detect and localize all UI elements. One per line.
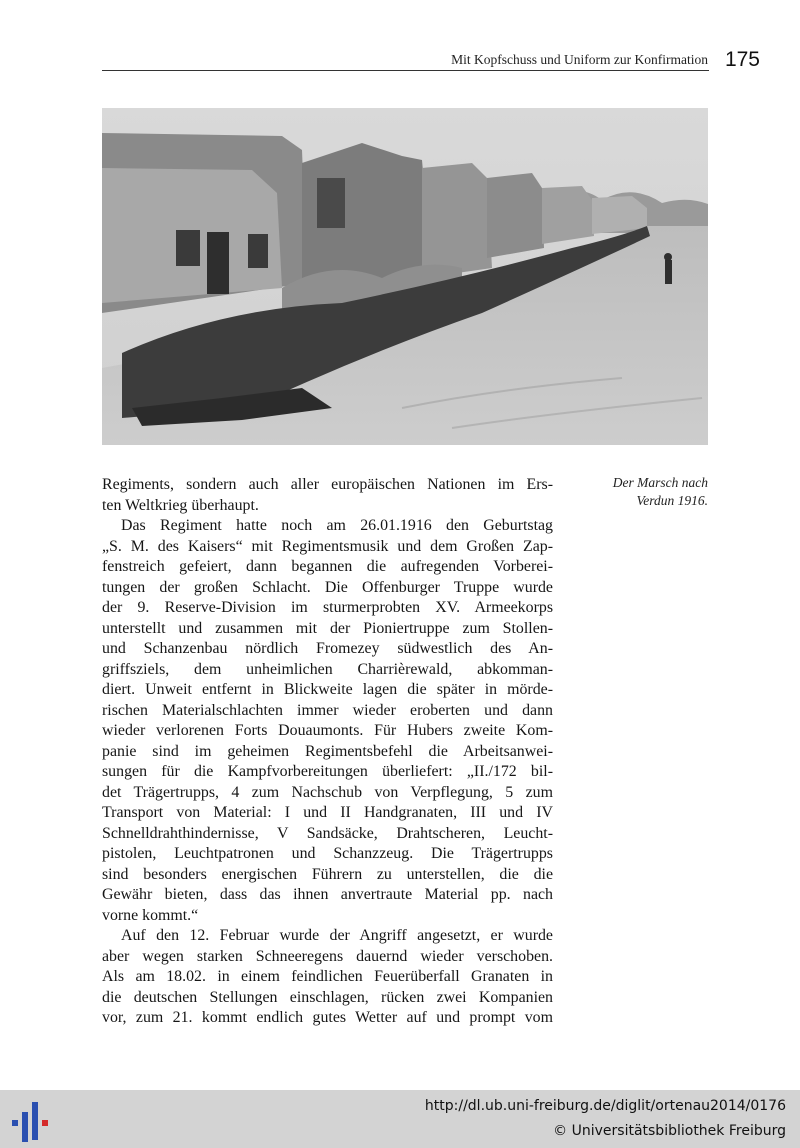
text-line: sind besonders energischen Führern zu unterstellen, die die: [102, 865, 553, 883]
text-line: vorne kommt.“: [102, 906, 199, 924]
text-line: aber wegen starken Schneeregens dauernd wieder verschoben.: [102, 947, 553, 965]
text-line: vor, zum 21. kommt endlich gutes Wetter auf und prompt vom: [102, 1009, 553, 1026]
footer-copyright: © Universitätsbibliothek Freiburg: [553, 1123, 786, 1139]
text-line: panie sind im geheimen Regimentsbefehl die Arbeitsanwei-: [102, 742, 553, 760]
text-line: Transport von Material: I und II Handgranaten, III und IV: [102, 804, 553, 821]
text-line: pistolen, Leuchtpatronen und Schanzzeug. Die Trägertrupps: [102, 845, 553, 862]
text-line: die deutschen Stellungen einschlagen, rücken zwei Kompanien: [102, 988, 553, 1006]
text-line: und Schanzenbau nördlich Fromezey südwestlich des An-: [102, 640, 553, 657]
text-line: griffsziels, dem unheimlichen Charrièrewald, abkomman-: [102, 660, 553, 678]
running-head: [102, 46, 762, 72]
text-line: Schnelldrahthindernisse, V Sandsäcke, Drahtscheren, Leucht-: [102, 824, 553, 842]
text-line: der 9. Reserve-Division im sturmerprobten XV. Armeekorps: [102, 599, 553, 616]
text-line: „S. M. des Kaisers“ mit Regimentsmusik und dem Großen Zap-: [102, 537, 553, 555]
text-line: Regiments, sondern auch aller europäischen Nationen im Ers-: [102, 476, 553, 493]
text-line: rischen Materialschlachten immer wieder eroberten und dann: [102, 701, 553, 719]
text-line: ten Weltkrieg überhaupt.: [102, 496, 259, 514]
ub-freiburg-logo-icon: [10, 1100, 50, 1144]
footer-bar: [0, 1090, 800, 1148]
running-title: Mit Kopfschuss und Uniform zur Konfirmation: [451, 52, 708, 67]
header-rule: [102, 70, 709, 71]
page-number: 175: [724, 48, 760, 71]
text-line: Gewähr bieten, dass das ihnen anvertraute Material pp. nach: [102, 886, 553, 903]
text-line: diert. Unweit entfernt in Blickweite lagen die später in mörde-: [102, 681, 553, 698]
text-line: sungen für die Kampfvorbereitungen überliefert: „II./172 bil-: [102, 763, 553, 780]
figure-caption: [560, 474, 708, 510]
text-line: det Trägertrupps, 4 zum Nachschub von Verpflegung, 5 zum: [102, 783, 553, 801]
caption-line: Der Marsch nach: [612, 475, 708, 490]
text-line: wieder verlorenen Forts Douaumonts. Für Hubers zweite Kom-: [102, 722, 553, 739]
historical-photo: [102, 108, 708, 445]
text-line: tungen der großen Schlacht. Die Offenburger Truppe wurde: [102, 578, 553, 596]
text-line: Als am 18.02. in einem feindlichen Feuerüberfall Granaten in: [102, 968, 553, 985]
caption-line: Verdun 1916.: [636, 493, 708, 508]
text-line: fenstreich gefeiert, dann begannen die aufregenden Vorberei-: [102, 558, 553, 575]
body-text: [102, 475, 553, 1029]
footer-url[interactable]: http://dl.ub.uni-freiburg.de/diglit/ortenau2014/0176: [424, 1098, 786, 1114]
text-line: Das Regiment hatte noch am 26.01.1916 den Geburtstag: [121, 517, 553, 534]
text-line: unterstellt und zusammen mit der Pioniertruppe zum Stollen-: [102, 619, 553, 637]
text-line: Auf den 12. Februar wurde der Angriff angesetzt, er wurde: [121, 927, 553, 944]
